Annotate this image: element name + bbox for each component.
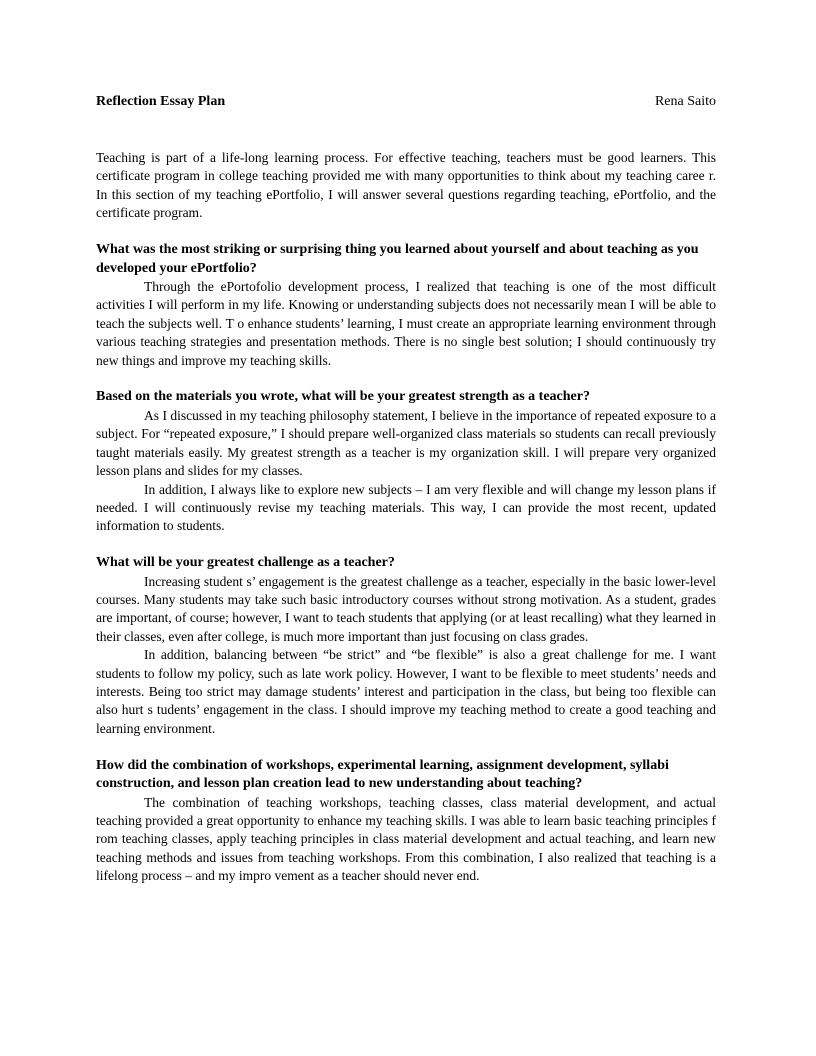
section-greatest-challenge	[96, 554, 716, 738]
intro-paragraph: Teaching is part of a life-long learning process. For effective teaching, teachers must be good learners. This certificate program in college teaching provided me with many opportunities to think about my teaching caree r. In this section of my teaching ePortfolio, I will answer several questions regarding teaching, ePortfolio, and the certificate program.	[96, 150, 716, 221]
section-question: How did the combination of workshops, experimental learning, assignment development, syllabi construction, and lesson plan creation lead to new understanding about teaching?	[96, 757, 669, 792]
section-greatest-strength	[96, 388, 716, 535]
document-title: Reflection Essay Plan	[96, 94, 226, 109]
section-question: What will be your greatest challenge as a teacher?	[96, 555, 395, 571]
section-paragraph: Increasing student s’ engagement is the greatest challenge as a teacher, especially in the basic lower-level courses. Many students may take such basic introductory courses without strong motivation. As a student, grades are important, of course; however, I want to teach students that applying (or at least recalling) what they learned in their classes, even after college, is much more important than just focusing on class grades.	[96, 573, 716, 644]
author-name: Rena Saito	[654, 94, 716, 109]
document-header	[96, 94, 716, 116]
section-question: Based on the materials you wrote, what will be your greatest strength as a teacher?	[96, 389, 590, 405]
section-combination	[96, 757, 716, 886]
section-paragraph: In addition, balancing between “be strict” and “be flexible” is also a great challenge for me. I want students to follow my policy, such as late work policy. However, I want to be flexible to meet students’ needs and interests. Being too strict may damage students’ interest and participation in the class, but being too flexible can also hurt s tudents’ engagement in the class. I should improve my teaching method to create a good teaching and learning environment.	[96, 647, 716, 736]
document-page	[96, 94, 716, 886]
section-paragraph: Through the ePortofolio development process, I realized that teaching is one of the most difficult activities I will perform in my life. Knowing or understanding subjects does not necessarily mean I will be able to teach the subjects well. T o enhance students’ learning, I must create an appropriate learning environment through various teaching strategies and presentation methods. There is no single best solution; I should continuously try new things and improve my teaching skills.	[96, 278, 716, 368]
section-question: What was the most striking or surprising thing you learned about yourself and about teaching as you developed your ePortfolio?	[96, 242, 699, 276]
section-paragraph: The combination of teaching workshops, teaching classes, class material development, and actual teaching provided a great opportunity to enhance my teaching skills. I was able to learn basic teaching principles f rom teaching classes, apply teaching principles in class material development and actual teaching, and learn new teaching methods and issues from teaching workshops. From this combination, I also realized that teaching is a lifelong process – and my impro vement as a teacher should never end.	[96, 794, 716, 884]
section-paragraph: As I discussed in my teaching philosophy statement, I believe in the importance of repeated exposure to a subject. For “repeated exposure,” I should prepare well-organized class materials so students can recall previously taught materials easily. My greatest strength as a teacher is my organization skill. I will prepare very organized lesson plans and slides for my classes.	[96, 407, 716, 479]
section-paragraph: In addition, I always like to explore new subjects – I am very flexible and will change my lesson plans if needed. I will continuously revise my teaching materials. This way, I can provide the most recent, updated information to students.	[96, 481, 716, 534]
section-striking-thing	[96, 241, 716, 370]
document-body	[96, 149, 716, 886]
